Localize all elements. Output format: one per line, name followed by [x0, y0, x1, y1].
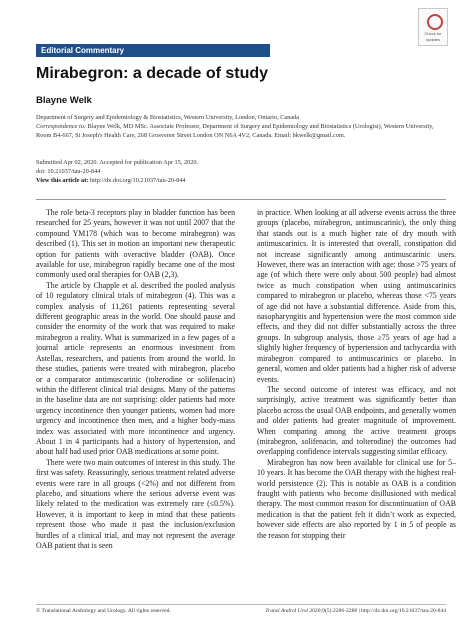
correspondence-label: Correspondence to:	[36, 123, 86, 130]
journal-name: Transl Androl Urol	[265, 608, 308, 614]
badge-line2: updates	[425, 37, 441, 42]
paragraph: The role beta-3 receptors play in bladder function has been researched for 25 years, however it was not until 2007 that the compound YM178 (which was to become mirabegron) was described (1). This set in motion an important new therapeutic option for patients with overactive bladder (OAB). Once available for use, mirabegron rapidly became one of the most commonly used oral therapies for OAB (2,3).	[36, 208, 235, 280]
view-url-link[interactable]: http://dx.doi.org/10.21037/tau-20-844	[88, 177, 186, 185]
correspondence	[36, 122, 446, 140]
citation	[265, 608, 446, 614]
citation-details: 2020;9(5):2286-2288 | http://dx.doi.org/10.21037/tau-20-844	[307, 608, 446, 614]
correspondence-text: Blayne Welk, MD MSc. Associate Professor, Department of Surgery and Epidemiology and Biostatistics (Urologist), Western University, Room B4-667, St Joseph's Health Care, 268 Grosvenor Street London ON N6A 4V2, Canada. Email: bkwelk@gmail.com.	[36, 123, 434, 139]
body-column-right	[257, 208, 456, 598]
affiliation-block	[36, 113, 446, 140]
footer-divider	[36, 604, 446, 605]
paragraph: The article by Chapple et al. described the pooled analysis of 10 regulatory clinical trials of mirabegron (4). This was a complex analysis of 11,261 patients representing several different geographic areas in the world. One should pause and consider the enormity of the work that was required to make mirabegron a reality. What is summarized in a few pages of a journal article represents an enormous investment from Astellas, researchers, and patients from around the world. In these studies, patients were treated with mirabegron, placebo or a comparator antimuscarinic (tolterodine or solifenacin) within the different clinical trial designs. Many of the patterns in the baseline data are not surprising: older patients had more urgency incontinence then younger patients, women had more urgency and incontinence then men, and a higher body-mass index was associated with more incontinence and urgency. About 1 in 4 participants had a history of hypertension, and about half had used prior OAB medications at some point.	[36, 280, 235, 457]
header-divider	[36, 199, 446, 200]
paragraph: There were two main outcomes of interest in this study. The first was safety. Reassuringly, serious treatment related adverse events were rare in all groups (<2%) and not different from placebo, and situations where the serious adverse event was likely related to the medication was extremely rare (≤0.5%). However, it is important to keep in mind that these patients represent those who made it past the inclusion/exclusion hurdles of a clinical trial, and may not represent the average OAB patient that is seen	[36, 457, 235, 550]
submission-dates: Submitted Apr 02, 2020. Accepted for publication Apr 15, 2020.	[36, 159, 199, 166]
badge-line1: Check for	[424, 31, 442, 36]
author-name: Blayne Welk	[36, 95, 92, 106]
paragraph: in practice. When looking at all adverse events across the three groups (placebo, mirabegron, antimuscarinic), the only thing that stands out is a much higher rate of dry mouth with antimuscarinics. It is interested that overall, constipation did not increase significantly among antimuscarinic users. However, there was an interaction with age: those >75 years of age (of which there were only about 500 people) had almost twice as much constipation when using antimuscarinics compared to mirabegron or placebo, whereas those <75 years of age did not have a substantial difference. Aside from this, nasopharyngitis and hypertension were the most common side effects, and they did not differ substantially across the three groups. In subgroup analysis, those ≥75 years of age had a slightly higher frequency of hypertension and tachycardia with mirabegron compared to antimuscarinics or placebo. In general, women and older patients had a higher risk of adverse events.	[257, 208, 456, 384]
paragraph: Mirabegron has now been available for clinical use for 5–10 years. It has become the OAB therapy with the highest real-world persistence (2). This is notable as OAB is a condition fraught with patients who become disillusioned with medical therapy. The most common reason for discontinuation of OAB medication is that the patient felt it didn’t work as expected, however side effects are also reported by 1 in 5 of people as the reason for stopping their	[257, 457, 456, 540]
view-article	[36, 176, 446, 185]
view-label: View this article at:	[36, 177, 89, 185]
article-dates	[36, 158, 446, 186]
doi: doi: 10.21037/tau-20-844	[36, 168, 101, 176]
copyright: © Translational Andrology and Urology. All rights reserved.	[36, 608, 171, 614]
update-icon	[427, 14, 443, 30]
paragraph: The second outcome of interest was efficacy, and not surprisingly, active treatment was significantly better than placebo across the usual OAB endpoints, and generally women and older patients had greater magnitude of improvement. When comparing among the active treatment groups (mirabegron, solifenacin, and tolterodine) the outcomes had overlapping confidence intervals suggesting similar efficacy.	[257, 384, 456, 457]
affiliation: Department of Surgery and Epidemiology & Biostatistics, Western University, London, Ontario, Canada	[36, 114, 300, 121]
check-for-updates-badge[interactable]	[418, 8, 448, 46]
article-title: Mirabegron: a decade of study	[36, 65, 269, 82]
section-tag: Editorial Commentary	[36, 44, 270, 57]
body-column-left	[36, 208, 235, 598]
